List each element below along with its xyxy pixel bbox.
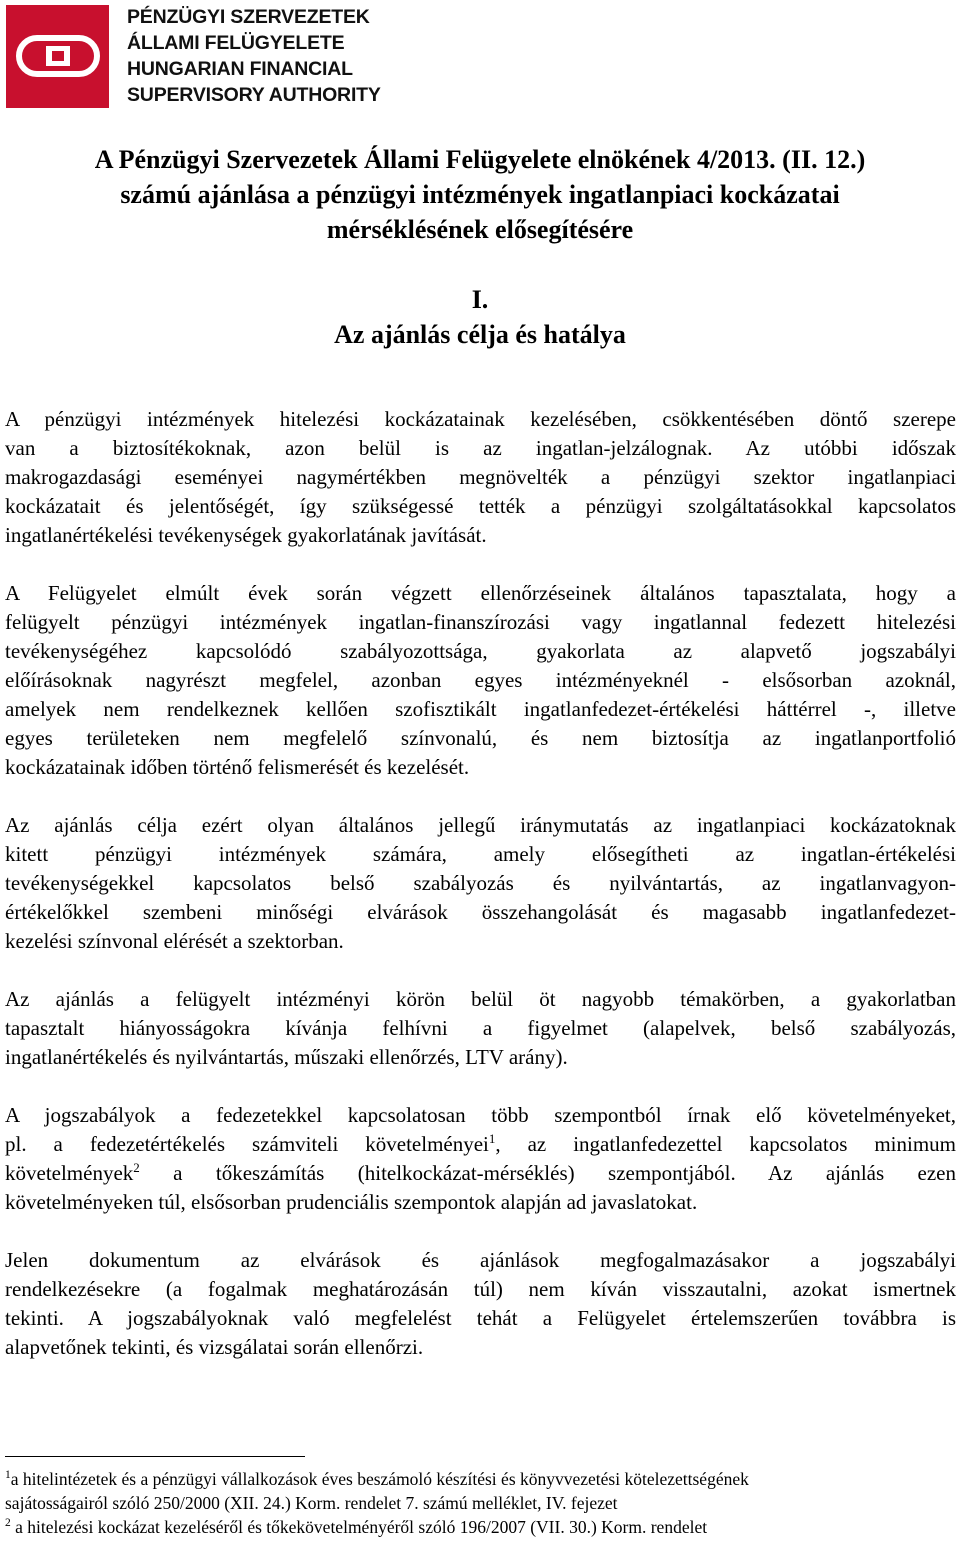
section-heading bbox=[0, 282, 960, 352]
paragraph bbox=[5, 811, 956, 956]
text-line: A jogszabályok a fedezetekkel kapcsolatosan több szempontból írnak elő követelményeket, bbox=[5, 1103, 956, 1127]
logo bbox=[6, 5, 109, 108]
title-line: A Pénzügyi Szervezetek Állami Felügyelete elnökének 4/2013. (II. 12.) bbox=[94, 145, 866, 174]
footnote-ref[interactable]: 2 bbox=[133, 1160, 140, 1175]
text-line: van a biztosítékoknak, azon belül is az ingatlan-jelzálognak. Az utóbbi időszak bbox=[5, 436, 956, 460]
text-line: A Felügyelet elmúlt évek során végzett ellenőrzéseinek általános tapasztalata, hogy a bbox=[5, 581, 956, 605]
text-run: a tőkeszámítás (hitelkockázat-mérséklés) szempontjából. Az ajánlás ezen bbox=[139, 1161, 956, 1185]
footnote-1-cont: sajátosságairól szóló 250/2000 (XII. 24.) Korm. rendelet 7. számú melléklet, IV. fejezet bbox=[5, 1493, 618, 1513]
organization-name bbox=[127, 4, 381, 108]
footnote-divider bbox=[5, 1456, 305, 1457]
text-line: ingatlanértékelés és nyilvántartás, műszaki ellenőrzés, LTV arány). bbox=[5, 1045, 568, 1069]
text-line: tapasztalt hiányosságokra kívánja felhívni a figyelmet (alapelvek, belső szabályozás, bbox=[5, 1016, 956, 1040]
header bbox=[6, 4, 381, 108]
paragraph bbox=[5, 579, 956, 782]
text-line: kezelési színvonal elérését a szektorban. bbox=[5, 929, 344, 953]
text-line: alapvetőnek tekinti, és vizsgálatai során ellenőrzi. bbox=[5, 1335, 424, 1359]
footnote-mark: 2 bbox=[5, 1517, 11, 1529]
text-line: Az ajánlás célja ezért olyan általános jellegű iránymutatás az ingatlanpiaci kockázatoknak bbox=[5, 813, 956, 837]
document-body bbox=[5, 405, 956, 1391]
text-line: felügyelt pénzügyi intézmények ingatlan-finanszírozási vagy ingatlannal fedezett hitelezési bbox=[5, 610, 956, 634]
footnote-text: a hitelezési kockázat kezeléséről és tőkekövetelményéről szóló 196/2007 (VII. 30.) Korm. rendelet bbox=[10, 1517, 708, 1537]
document-title bbox=[0, 142, 960, 247]
paragraph bbox=[5, 1246, 956, 1362]
logo-emblem-icon bbox=[15, 30, 101, 82]
paragraph bbox=[5, 1101, 956, 1217]
text-run: , az ingatlanfedezettel kapcsolatos minimum bbox=[495, 1132, 956, 1156]
text-run: pl. a fedezetértékelés számviteli követelményei bbox=[5, 1132, 489, 1156]
paragraph bbox=[5, 405, 956, 550]
text-line: tevékenységéhez kapcsolódó szabályozottsága, gyakorlata az alapvető jogszabályi bbox=[5, 639, 956, 663]
section-number: I. bbox=[471, 285, 489, 314]
text-line: makrogazdasági eseményei nagymértékben megnövelték a pénzügyi szektor ingatlanpiaci bbox=[5, 465, 956, 489]
title-line: számú ajánlása a pénzügyi intézmények ingatlanpiaci kockázatai bbox=[120, 180, 840, 209]
text-line: kockázatait és jelentőségét, így szükségessé tették a pénzügyi szolgáltatásokkal kapcsolatos bbox=[5, 494, 956, 518]
text-run: követelmények bbox=[5, 1161, 134, 1185]
footnote-mark: 1 bbox=[5, 1469, 11, 1481]
text-line: kitett pénzügyi intézmények számára, amely elősegítheti az ingatlan-értékelési bbox=[5, 842, 956, 866]
text-line: előírásoknak nagyrészt megfelel, azonban egyes intézményeknél - elsősorban azoknál, bbox=[5, 668, 956, 692]
footnote-ref[interactable]: 1 bbox=[488, 1131, 496, 1146]
footnote-1 bbox=[5, 1467, 956, 1491]
text-line: értékelőkkel szembeni minőségi elvárások összehangolását és magasabb ingatlanfedezet- bbox=[5, 900, 956, 924]
text-line: követelményeken túl, elsősorban prudenciális szempontok alapján ad javaslatokat. bbox=[5, 1190, 698, 1214]
paragraph bbox=[5, 985, 956, 1072]
text-line: tevékenységekkel kapcsolatos belső szabályozás és nyilvántartás, az ingatlanvagyon- bbox=[5, 871, 956, 895]
footnotes bbox=[5, 1467, 956, 1539]
text-line: ingatlanértékelési tevékenységek gyakorlatának javítását. bbox=[5, 523, 487, 547]
text-line: A pénzügyi intézmények hitelezési kockázatainak kezelésében, csökkentésében döntő szerepe bbox=[5, 407, 956, 431]
footnote-text: a hitelintézetek és a pénzügyi vállalkozások éves beszámoló készítési és könyvvezetési kötelezettségének bbox=[10, 1469, 749, 1489]
org-line: ÁLLAMI FELÜGYELETE bbox=[127, 32, 345, 54]
org-line: SUPERVISORY AUTHORITY bbox=[127, 84, 381, 106]
text-line: Az ajánlás a felügyelt intézményi körön belül öt nagyobb témakörben, a gyakorlatban bbox=[5, 987, 956, 1011]
text-line: kockázatainak időben történő felismerését és kezelését. bbox=[5, 755, 470, 779]
text-line: egyes területeken nem megfelelő színvonalú, és nem biztosítja az ingatlanportfolió bbox=[5, 726, 956, 750]
org-line: PÉNZÜGYI SZERVEZETEK bbox=[127, 6, 370, 28]
org-line: HUNGARIAN FINANCIAL bbox=[127, 58, 353, 80]
text-line bbox=[5, 1130, 956, 1159]
title-line: mérséklésének elősegítésére bbox=[326, 215, 634, 244]
section-title: Az ajánlás célja és hatálya bbox=[334, 320, 626, 349]
text-line: rendelkezésekre (a fogalmak meghatározásán túl) nem kíván visszautalni, azokat ismertnek bbox=[5, 1277, 956, 1301]
text-line: amelyek nem rendelkeznek kellően szofisztikált ingatlanfedezet-értékelési háttérrel -, illetve bbox=[5, 697, 956, 721]
footnote-2 bbox=[5, 1515, 956, 1539]
text-line: Jelen dokumentum az elvárások és ajánlások megfogalmazásakor a jogszabályi bbox=[5, 1248, 956, 1272]
text-line: tekinti. A jogszabályoknak való megfelelést tehát a Felügyelet értelemszerűen továbbra is bbox=[5, 1306, 956, 1330]
text-line bbox=[5, 1159, 956, 1188]
